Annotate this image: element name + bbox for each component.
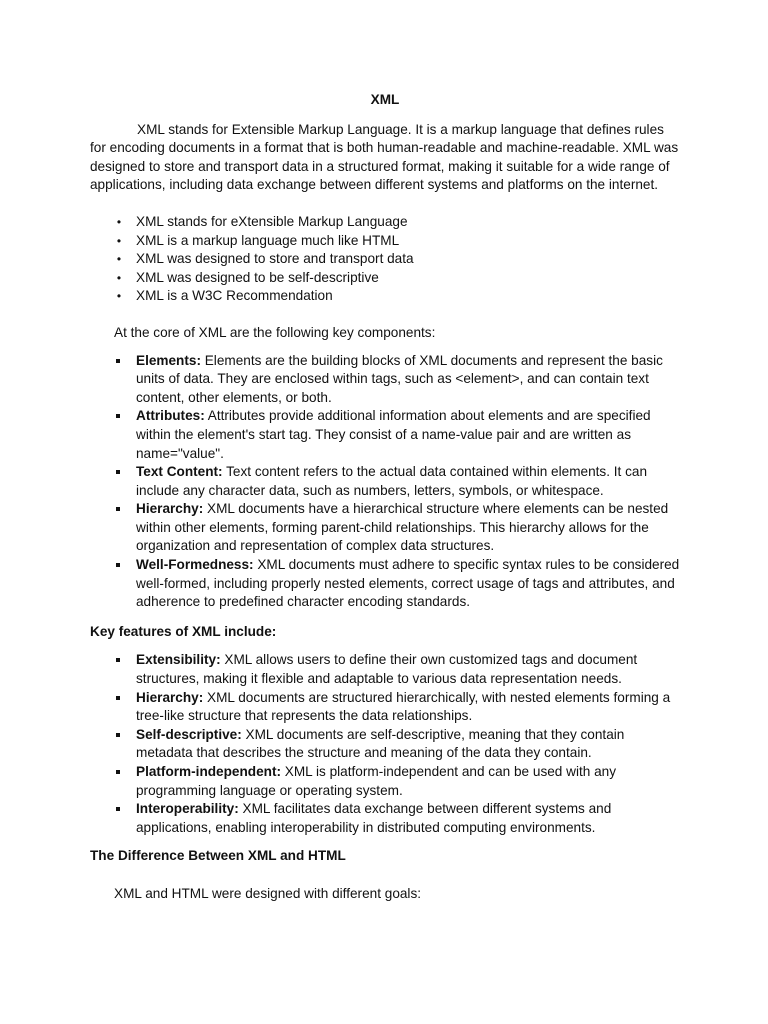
- list-item: • XML is a W3C Recommendation: [90, 287, 680, 306]
- list-item: Extensibility: XML allows users to define their own customized tags and document structures, making it flexible and adaptable to various data representation needs.: [90, 651, 680, 688]
- list-item: Elements: Elements are the building blocks of XML documents and represent the basic units of data. They are enclosed within tags, such as <element>, and can contain text content, other elements, or both.: [90, 352, 680, 408]
- square-bullet-icon: [116, 733, 120, 737]
- list-item: • XML is a markup language much like HTML: [90, 232, 680, 251]
- list-item: Self-descriptive: XML documents are self-descriptive, meaning that they contain metadata that describes the structure and meaning of the data they contain.: [90, 726, 680, 763]
- document-page: [90, 91, 680, 904]
- square-bullet-icon: [116, 696, 120, 700]
- square-bullet-icon: [116, 770, 120, 774]
- bullet-icon: •: [116, 233, 122, 248]
- features-list: [90, 651, 680, 837]
- square-bullet-icon: [116, 470, 120, 474]
- components-list: [90, 352, 680, 612]
- list-item: • XML stands for eXtensible Markup Language: [90, 213, 680, 232]
- list-item: Attributes: Attributes provide additional information about elements and are specified within the element's start tag. They consist of a name-value pair and are written as name="value".: [90, 407, 680, 463]
- list-item: • XML was designed to be self-descriptive: [90, 269, 680, 288]
- difference-intro: XML and HTML were designed with different goals:: [114, 885, 422, 901]
- document-title: XML: [370, 92, 400, 107]
- square-bullet-icon: [116, 563, 120, 567]
- bullet-icon: •: [116, 270, 122, 285]
- list-item: Platform-independent: XML is platform-independent and can be used with any programming language or operating system.: [90, 763, 680, 800]
- intro-paragraph: XML stands for Extensible Markup Language. It is a markup language that defines rules for encoding documents in a format that is both human-readable and machine-readable. XML was designed to store and transport data in a structured format, making it suitable for a wide range of applications, including data exchange between different systems and platforms on the internet.: [90, 121, 679, 193]
- list-item: Interoperability: XML facilitates data exchange between different systems and applications, enabling interoperability in distributed computing environments.: [90, 800, 680, 837]
- difference-heading: The Difference Between XML and HTML: [90, 848, 346, 864]
- square-bullet-icon: [116, 359, 120, 363]
- bullet-icon: •: [116, 289, 122, 304]
- xml-bullet-list: [90, 213, 680, 306]
- square-bullet-icon: [116, 658, 120, 662]
- bullet-icon: •: [116, 214, 122, 229]
- bullet-icon: •: [116, 252, 122, 267]
- list-item: Text Content: Text content refers to the actual data contained within elements. It can include any character data, such as numbers, letters, symbols, or whitespace.: [90, 463, 680, 500]
- list-item: Hierarchy: XML documents have a hierarchical structure where elements can be nested within other elements, forming parent-child relationships. This hierarchy allows for the organization and representation of complex data structures.: [90, 500, 680, 556]
- square-bullet-icon: [116, 507, 120, 511]
- square-bullet-icon: [116, 414, 120, 418]
- features-heading: Key features of XML include:: [90, 623, 277, 639]
- list-item: Hierarchy: XML documents are structured hierarchically, with nested elements forming a tree-like structure that represents the data relationships.: [90, 689, 680, 726]
- core-components-intro: At the core of XML are the following key components:: [114, 324, 436, 340]
- list-item: • XML was designed to store and transport data: [90, 250, 680, 269]
- square-bullet-icon: [116, 807, 120, 811]
- list-item: Well-Formedness: XML documents must adhere to specific syntax rules to be considered well-formed, including properly nested elements, correct usage of tags and attributes, and adherence to predefined character encoding standards.: [90, 556, 680, 612]
